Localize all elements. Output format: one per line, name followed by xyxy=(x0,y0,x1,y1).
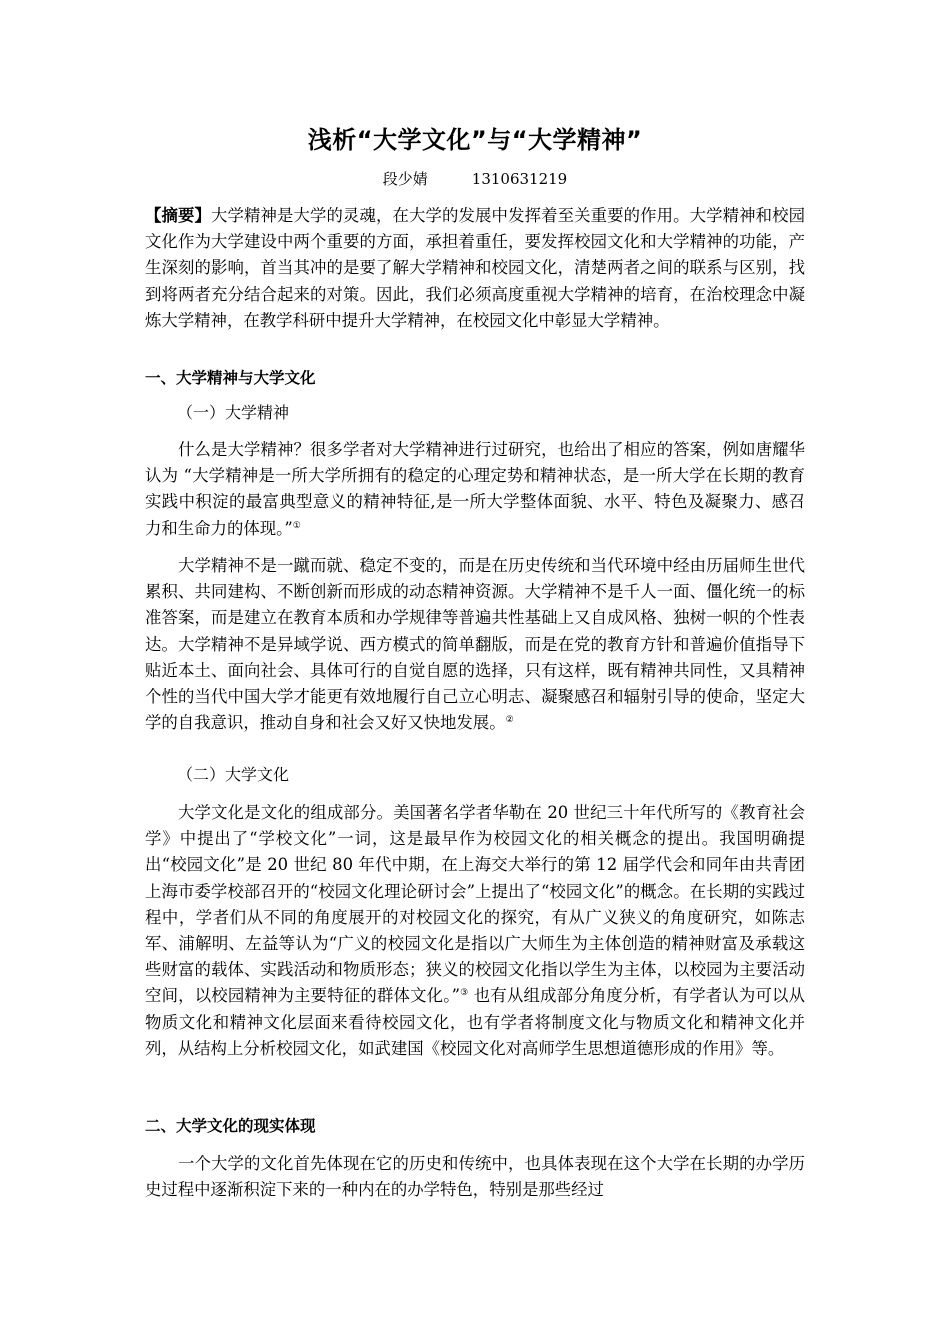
paragraph-4-text: 一个大学的文化首先体现在它的历史和传统中，也具体表现在这个大学在长期的办学历史过程中逐渐积淀下来的一种内在的办学特色，特别是那些经过 xyxy=(145,1154,805,1200)
section-heading-1: 一、大学精神与大学文化 xyxy=(145,369,316,387)
paragraph-3 xyxy=(145,800,805,1062)
paragraph-3-text-b: 也有从组成部分角度分析，有学者认为可以从物质文化和精神文化层面来看待校园文化，也有学者将制度文化与物质文化和精神文化并列，从结构上分析校园文化，如武建国《校园文化对高师学生思想道德形成的作用》等。 xyxy=(145,986,805,1058)
paragraph-4 xyxy=(145,1151,805,1203)
paragraph-2 xyxy=(145,553,805,736)
paragraph-2-text: 大学精神不是一蹴而就、稳定不变的，而是在历史传统和当代环境中经由历届师生世代累积、共同建构、不断创新而形成的动态精神资源。大学精神不是千人一面、僵化统一的标准答案，而是建立在教育本质和办学规律等普遍共性基础上又自成风格、独树一帜的个性表达。大学精神不是异域学说、西方模式的简单翻版，而是在党的教育方针和普遍价值指导下贴近本土、面向社会、具体可行的自觉自愿的选择，只有这样，既有精神共同性，又具精神个性的当代中国大学才能更有效地履行自己立心明志、凝聚感召和辐射引导的使命，坚定大学的自我意识，推动自身和社会又好又快地发展。 xyxy=(145,556,805,733)
author-name: 段少婧 xyxy=(382,170,428,188)
abstract xyxy=(145,203,805,334)
abstract-label: 【摘要】 xyxy=(145,206,212,225)
abstract-text: 大学精神是大学的灵魂，在大学的发展中发挥着至关重要的作用。大学精神和校园文化作为大学建设中两个重要的方面，承担着重任，要发挥校园文化和大学精神的功能，产生深刻的影响，首当其冲的是要了解大学精神和校园文化，清楚两者之间的联系与区别，找到将两者充分结合起来的对策。因此，我们必须高度重视大学精神的培育，在治校理念中凝炼大学精神，在教学科研中提升大学精神，在校园文化中彰显大学精神。 xyxy=(145,206,806,330)
footnote-marker-3: ③ xyxy=(459,988,469,999)
author-line xyxy=(145,168,805,190)
subsection-heading-1: （一）大学精神 xyxy=(177,403,290,422)
paragraph-3-text-a: 大学文化是文化的组成部分。美国著名学者华勒在 20 世纪三十年代所写的《教育社会学》中提出了“学校文化”一词，这是最早作为校园文化的相关概念的提出。我国明确提出“校园文化”是 20 世纪 80 年代中期，在上海交大举行的第 12 届学代会和同年由共青团上海市委学校部召开的“校园文化理论研讨会”上提出了“校园文化”的概念。在长期的实践过程中，学者们从不同的角度展开的对校园文化的探究，有从广义狭义的角度研究，如陈志军、浦解明、左益等认为“广义的校园文化是指以广大师生为主体创造的精神财富及承载这些财富的载体、实践活动和物质形态；狭义的校园文化指以学生为主体，以校园为主要活动空间，以校园精神为主要特征的群体文化。” xyxy=(145,803,805,1006)
footnote-marker-2: ② xyxy=(505,715,514,726)
paragraph-1-text: 什么是大学精神？很多学者对大学精神进行过研究，也给出了相应的答案，例如唐耀华认为 “大学精神是一所大学所拥有的稳定的心理定势和精神状态，是一所大学在长期的教育实践中积淀的最富典型意义的精神特征,是一所大学整体面貌、水平、特色及凝聚力、感召力和生命力的体现。” xyxy=(145,440,805,538)
subsection-heading-2: （二）大学文化 xyxy=(177,765,290,784)
document-title: 浅析“大学文化”与“大学精神” xyxy=(307,126,643,154)
section-heading-2: 二、大学文化的现实体现 xyxy=(145,1117,316,1135)
footnote-marker-1: ① xyxy=(292,520,301,531)
student-id: 1310631219 xyxy=(471,170,568,188)
paragraph-1 xyxy=(145,437,805,542)
